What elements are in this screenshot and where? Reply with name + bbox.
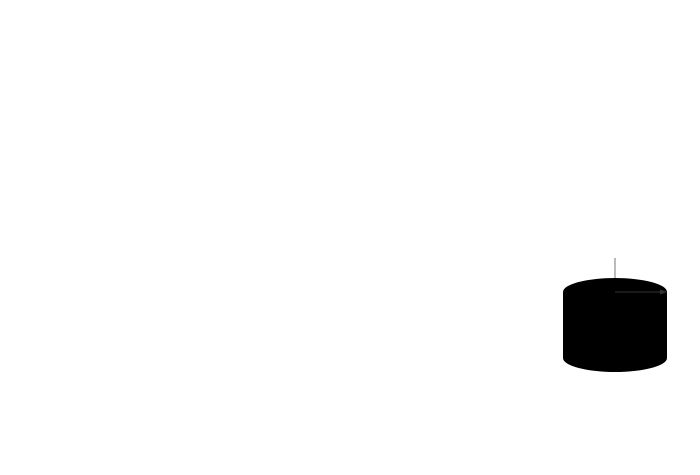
- cylinder-figure: [555, 244, 675, 384]
